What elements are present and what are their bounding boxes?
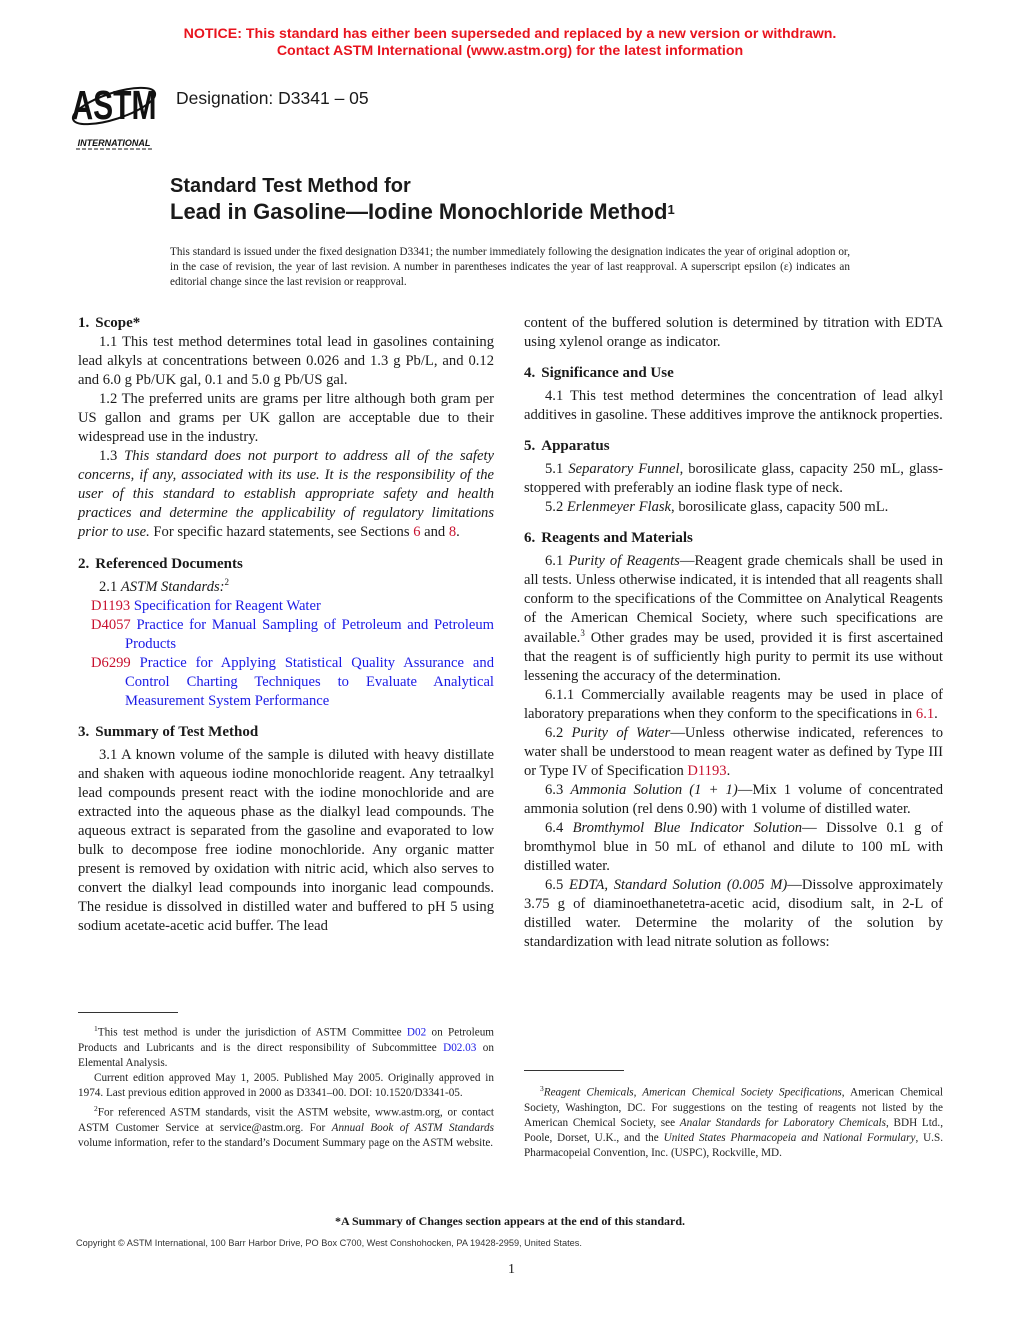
notice-line-1: NOTICE: This standard has either been superseded and replaced by a new version or withdrawn. — [183, 26, 837, 42]
notice-line-2: Contact ASTM International (www.astm.org) for the latest information — [276, 43, 744, 59]
section-heading: 3. Summary of Test Method — [78, 723, 259, 740]
link-6-1[interactable]: 6.1 — [915, 705, 935, 722]
section-3-summary — [78, 723, 494, 936]
left-column — [78, 314, 494, 936]
section-4-significance — [524, 364, 943, 425]
designation: Designation: D3341 – 05 — [176, 88, 369, 108]
svg-text:INTERNATIONAL: INTERNATIONAL — [77, 138, 151, 148]
footnotes-left — [78, 1021, 494, 1151]
paragraph-6-1: 6.1 Purity of Reagents—Reagent grade chemicals shall be used in all tests. Unless otherwise indicated, it is intended that all reagents shall conform to the specifications of the Committee on Analytical Reagents of the American Chemical Society, where such specifications are available.$^3$ Other grades may be used, provided it is first ascertained that the reagent is of sufficiently high purity to permit its use without lessening the accuracy of the determination. — [524, 553, 944, 684]
withdrawn-notice — [0, 26, 1020, 60]
paragraph-1-2: 1.2 The preferred units are grams per litre although both gram per US gallon and grams per UK gallon are acceptable due to their widespread use in the industry. — [78, 391, 494, 446]
paragraph-3-1: 3.1 A known volume of the sample is diluted with heavy distillate and shaken with aqueous iodine monochloride reagent. Any tetraalkyl lead compounds present react with the iodine monochloride and are extracted into the aqueous phase as the dialkyl lead compounds. The aqueous extract is separated from the gasoline and evaporated to low bulk to decompose free iodine monochloride. Any organic matter present is removed by oxidation with nitric acid, which also serves to convert the dialkyl lead compounds into inorganic lead compounds. The residue is dissolved in distilled water and buffered to pH 5 using sodium acetate-acetic acid buffer. The lead — [78, 746, 494, 935]
footnote-1: $^1$This test method is under the jurisdiction of ASTM Committee D02 on Petroleum Products and Lubricants and is the direct responsibility of Subcommittee D02.03 on Elemental Analysis. — [78, 1024, 494, 1069]
paragraph-1-1: 1.1 This test method determines total lead in gasolines containing lead alkyls at concentrations between 0.026 and 1.3 g Pb/L, and 0.12 and 6.0 g Pb/UK gal, 0.1 and 5.0 g Pb/US gal. — [78, 334, 494, 389]
section-2-referenced-documents — [78, 555, 494, 711]
link-section-8[interactable]: 8 — [448, 524, 457, 541]
footnote-ref-1[interactable]: 1 — [667, 202, 675, 217]
footnote-divider-left — [78, 1012, 178, 1013]
reference-d6299[interactable]: D6299 Practice for Applying Statistical Quality Assurance and Control Charting Techniques to Evaluate Analytical Measurement System Performance — [91, 654, 494, 709]
section-heading: 6. Reagents and Materials — [524, 530, 693, 547]
section-5-apparatus — [524, 437, 943, 517]
paragraph-6-3: 6.3 Ammonia Solution (1 + 1)—Mix 1 volume of concentrated ammonia solution (rel dens 0.90) with 1 volume of distilled water. — [524, 781, 943, 817]
page-number: 1 — [508, 1262, 515, 1277]
footnote-divider-right — [524, 1070, 624, 1071]
footnote-ref-3[interactable]: 3 — [580, 627, 585, 638]
paragraph-4-1: 4.1 This test method determines the concentration of lead alkyl additives in gasoline. These additives improve the antiknock properties. — [524, 388, 943, 424]
footnote-2: $^2$For referenced ASTM standards, visit the ASTM website, www.astm.org, or contact ASTM Customer Service at service@astm.org. For Annual Book of ASTM Standards volume information, refer to the standard’s Document Summary page on the ASTM website. — [78, 1104, 494, 1150]
astm-logo-icon — [68, 76, 160, 152]
section-heading: 5. Apparatus — [524, 438, 610, 455]
footnotes-right — [524, 1081, 943, 1161]
reference-d4057[interactable]: D4057 Practice for Manual Sampling of Petroleum and Petroleum Products — [91, 616, 494, 652]
section-heading: 1. Scope* — [78, 315, 141, 331]
footnote-ref-2[interactable]: 2 — [224, 576, 230, 587]
paragraph-6-1-1: 6.1.1 Commercially available reagents may be used in place of laboratory preparations when they conform to the specifications in 6.1. — [524, 686, 943, 722]
footnote-1-edition: Current edition approved May 1, 2005. Published May 2005. Originally approved in 1974. Last previous edition approved in 2000 as D3341–00. DOI: 10.1520/D3341-05. — [78, 1072, 494, 1100]
title-line-1: Standard Test Method for — [170, 175, 411, 197]
link-d1193[interactable]: D1193 — [687, 762, 727, 779]
paragraph-6-4: 6.4 Bromthymol Blue Indicator Solution— Dissolve 0.1 g of bromthymol blue in 50 mL of ethanol and dilute to 100 mL with distilled water. — [524, 819, 943, 875]
paragraph-6-2: 6.2 Purity of Water—Unless otherwise indicated, references to water shall be understood to mean reagent water as defined by Type III or Type IV of Specification D1193. — [524, 724, 943, 779]
paragraph-2-1: 2.1 ASTM Standards:$^2$ — [99, 576, 230, 595]
paragraph-3-1-continued: content of the buffered solution is determined by titration with EDTA using xylenol orange as indicator. — [524, 315, 943, 351]
paragraph-5-1: 5.1 Separatory Funnel, borosilicate glass, capacity 250 mL, glass-stoppered with preferably an iodine flask type of neck. — [524, 461, 944, 497]
document-title — [170, 174, 675, 225]
title-line-2: Lead in Gasoline—Iodine Monochloride Method$^1$ — [170, 199, 675, 224]
section-6-reagents — [524, 529, 943, 952]
section-1-scope — [78, 314, 494, 543]
link-d02-03[interactable]: D02.03 — [443, 1041, 477, 1054]
preamble: This standard is issued under the fixed designation D3341; the number immediately following the designation indicates the year of original adoption or, in the case of revision, the year of last revision. A number in parentheses indicates the year of last reapproval. A superscript epsilon (ε) indicates an editorial change since the last revision or reapproval. — [170, 246, 850, 288]
paragraph-5-2: 5.2 Erlenmeyer Flask, borosilicate glass, capacity 500 mL. — [545, 499, 889, 516]
right-column — [524, 314, 943, 952]
link-d02[interactable]: D02 — [406, 1026, 427, 1039]
summary-of-changes-note: *A Summary of Changes section appears at the end of this standard. — [334, 1214, 686, 1228]
section-heading: 4. Significance and Use — [524, 365, 674, 382]
paragraph-6-5: 6.5 EDTA, Standard Solution (0.005 M)—Dissolve approximately 3.75 g of diaminoethanetetra-acetic acid, disodium salt, in 2-L of distilled water. Determine the molarity of the solution by standardization with lead nitrate solution as follows: — [524, 877, 943, 951]
svg-text:ASTM: ASTM — [71, 82, 157, 129]
reference-d1193[interactable]: D1193 Specification for Reagent Water — [91, 597, 321, 614]
section-heading: 2. Referenced Documents — [78, 555, 243, 572]
copyright: Copyright © ASTM International, 100 Barr Harbor Drive, PO Box C700, West Conshohocken, PA 19428-2959, United States. — [76, 1238, 582, 1248]
link-section-6[interactable]: 6 — [413, 524, 421, 541]
footnote-3: $^3$Reagent Chemicals, American Chemical Society Specifications, American Chemical Society, Washington, DC. For suggestions on the testing of reagents not listed by the American Chemical Society, see Analar Standards for Laboratory Chemicals, BDH Ltd., Poole, Dorset, U.K., and the United States Pharmacopeia and National Formulary, U.S. Pharmacopeial Convention, Inc. (USPC), Rockville, MD. — [524, 1084, 944, 1160]
paragraph-1-3: 1.3 This standard does not purport to address all of the safety concerns, if any, associated with its use. It is the responsibility of the user of this standard to establish appropriate safety and health practices and determine the applicability of regulatory limitations prior to use. For specific hazard statements, see Sections 6 and 8. — [78, 448, 494, 541]
